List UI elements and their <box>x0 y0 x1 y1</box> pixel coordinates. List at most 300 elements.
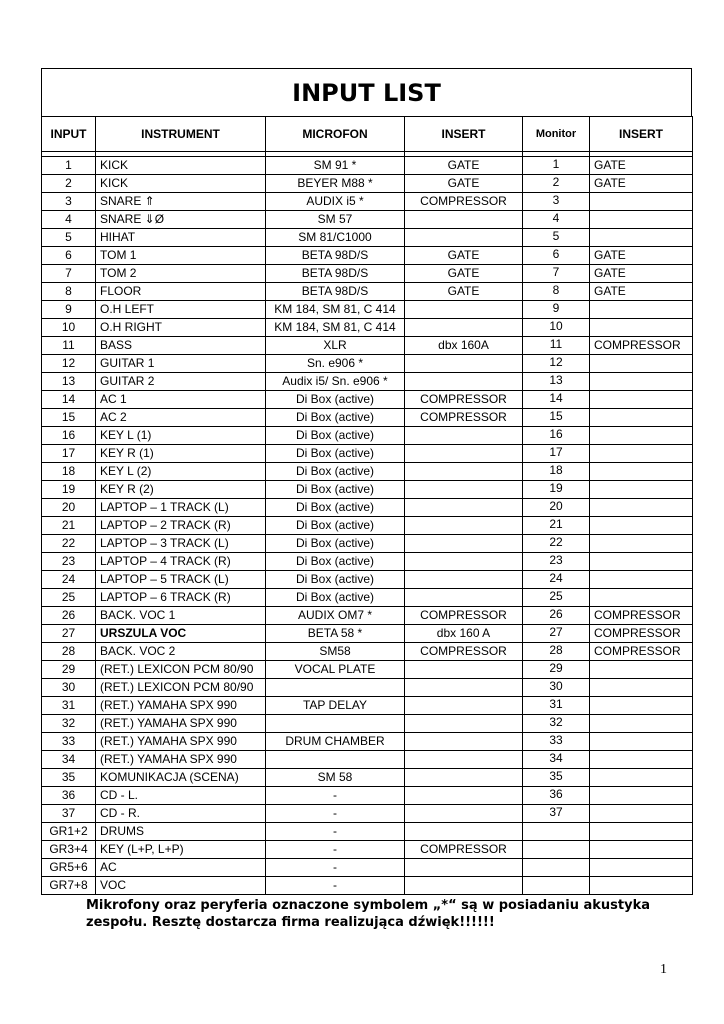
cell-insert: dbx 160A <box>405 337 523 355</box>
table-row <box>42 229 693 247</box>
table-row <box>42 175 693 193</box>
cell-microfon: - <box>266 823 405 841</box>
cell-instrument: LAPTOP – 5 TRACK (L) <box>96 571 266 589</box>
input-list-sheet <box>41 68 692 895</box>
cell-microfon: DRUM CHAMBER <box>266 733 405 751</box>
table-row <box>42 409 693 427</box>
table-row <box>42 373 693 391</box>
cell-insert <box>405 877 523 895</box>
cell-input: 9 <box>42 301 96 319</box>
cell-instrument: LAPTOP – 2 TRACK (R) <box>96 517 266 535</box>
cell-monitor-insert <box>590 481 693 499</box>
cell-instrument: (RET.) YAMAHA SPX 990 <box>96 697 266 715</box>
cell-instrument: KEY R (2) <box>96 481 266 499</box>
cell-input: 26 <box>42 607 96 625</box>
cell-instrument: (RET.) LEXICON PCM 80/90 <box>96 661 266 679</box>
cell-monitor: 33 <box>523 733 590 751</box>
page-title: INPUT LIST <box>292 78 441 107</box>
cell-insert <box>405 517 523 535</box>
cell-monitor-insert <box>590 499 693 517</box>
cell-microfon: Di Box (active) <box>266 427 405 445</box>
title-box <box>41 68 692 116</box>
cell-instrument: KEY (L+P, L+P) <box>96 841 266 859</box>
table-row <box>42 661 693 679</box>
cell-input: GR5+6 <box>42 859 96 877</box>
cell-insert <box>405 319 523 337</box>
table-row <box>42 517 693 535</box>
cell-insert <box>405 481 523 499</box>
cell-monitor: 35 <box>523 769 590 787</box>
cell-insert <box>405 769 523 787</box>
cell-input: 19 <box>42 481 96 499</box>
cell-microfon: BETA 98D/S <box>266 283 405 301</box>
cell-monitor: 25 <box>523 589 590 607</box>
table-row <box>42 589 693 607</box>
page-number: 1 <box>660 962 667 977</box>
cell-input: 17 <box>42 445 96 463</box>
cell-insert <box>405 661 523 679</box>
cell-microfon: - <box>266 877 405 895</box>
cell-monitor: 14 <box>523 391 590 409</box>
cell-input: 11 <box>42 337 96 355</box>
cell-microfon: BETA 98D/S <box>266 247 405 265</box>
cell-monitor: 8 <box>523 283 590 301</box>
cell-instrument: KOMUNIKACJA (SCENA) <box>96 769 266 787</box>
cell-input: GR1+2 <box>42 823 96 841</box>
cell-input: 20 <box>42 499 96 517</box>
cell-monitor: 11 <box>523 337 590 355</box>
cell-input: 27 <box>42 625 96 643</box>
cell-microfon: - <box>266 841 405 859</box>
cell-instrument: CD - L. <box>96 787 266 805</box>
cell-insert <box>405 355 523 373</box>
table-row <box>42 787 693 805</box>
cell-monitor-insert: GATE <box>590 265 693 283</box>
cell-monitor-insert: GATE <box>590 175 693 193</box>
cell-instrument: GUITAR 2 <box>96 373 266 391</box>
table-row <box>42 535 693 553</box>
cell-monitor-insert <box>590 517 693 535</box>
table-row <box>42 211 693 229</box>
cell-insert: COMPRESSOR <box>405 841 523 859</box>
cell-microfon: SM58 <box>266 643 405 661</box>
cell-monitor: 7 <box>523 265 590 283</box>
table-row <box>42 445 693 463</box>
cell-monitor-insert <box>590 409 693 427</box>
table-row <box>42 337 693 355</box>
table-row <box>42 769 693 787</box>
cell-monitor: 17 <box>523 445 590 463</box>
cell-monitor-insert <box>590 391 693 409</box>
cell-monitor-insert <box>590 787 693 805</box>
cell-microfon: Di Box (active) <box>266 409 405 427</box>
cell-monitor: 15 <box>523 409 590 427</box>
cell-microfon: Di Box (active) <box>266 463 405 481</box>
cell-instrument: FLOOR <box>96 283 266 301</box>
cell-monitor-insert <box>590 571 693 589</box>
cell-monitor: 12 <box>523 355 590 373</box>
cell-instrument: O.H LEFT <box>96 301 266 319</box>
cell-microfon: BEYER M88 * <box>266 175 405 193</box>
cell-input: 32 <box>42 715 96 733</box>
cell-microfon: Di Box (active) <box>266 553 405 571</box>
cell-insert <box>405 751 523 769</box>
cell-monitor-insert <box>590 697 693 715</box>
cell-instrument: AC <box>96 859 266 877</box>
cell-insert <box>405 373 523 391</box>
cell-insert: dbx 160 A <box>405 625 523 643</box>
cell-monitor: 37 <box>523 805 590 823</box>
cell-insert <box>405 499 523 517</box>
cell-instrument: KEY L (1) <box>96 427 266 445</box>
table-row <box>42 877 693 895</box>
cell-instrument: KICK <box>96 157 266 175</box>
cell-microfon: Audix i5/ Sn. e906 * <box>266 373 405 391</box>
cell-insert <box>405 715 523 733</box>
cell-input: 7 <box>42 265 96 283</box>
cell-monitor <box>523 877 590 895</box>
cell-input: 6 <box>42 247 96 265</box>
cell-monitor: 5 <box>523 229 590 247</box>
cell-microfon: BETA 98D/S <box>266 265 405 283</box>
cell-monitor-insert <box>590 769 693 787</box>
cell-input: 3 <box>42 193 96 211</box>
cell-insert <box>405 859 523 877</box>
cell-insert <box>405 787 523 805</box>
cell-monitor-insert <box>590 859 693 877</box>
cell-input: 5 <box>42 229 96 247</box>
cell-instrument: TOM 2 <box>96 265 266 283</box>
cell-microfon: Di Box (active) <box>266 517 405 535</box>
cell-input: 25 <box>42 589 96 607</box>
cell-monitor-insert: COMPRESSOR <box>590 607 693 625</box>
table-row <box>42 805 693 823</box>
cell-microfon: KM 184, SM 81, C 414 <box>266 301 405 319</box>
cell-monitor: 24 <box>523 571 590 589</box>
table-row <box>42 319 693 337</box>
cell-monitor: 28 <box>523 643 590 661</box>
table-row <box>42 283 693 301</box>
cell-monitor-insert: GATE <box>590 247 693 265</box>
cell-monitor: 10 <box>523 319 590 337</box>
cell-monitor-insert: COMPRESSOR <box>590 643 693 661</box>
cell-instrument: (RET.) YAMAHA SPX 990 <box>96 715 266 733</box>
cell-insert: COMPRESSOR <box>405 643 523 661</box>
cell-input: 2 <box>42 175 96 193</box>
cell-instrument: CD - R. <box>96 805 266 823</box>
input-list-table <box>41 116 693 895</box>
cell-monitor-insert <box>590 877 693 895</box>
cell-input: 22 <box>42 535 96 553</box>
cell-input: 30 <box>42 679 96 697</box>
cell-instrument: SNARE ⇑ <box>96 193 266 211</box>
cell-insert <box>405 679 523 697</box>
cell-insert <box>405 589 523 607</box>
cell-instrument: VOC <box>96 877 266 895</box>
cell-monitor-insert <box>590 553 693 571</box>
cell-monitor <box>523 841 590 859</box>
cell-instrument: GUITAR 1 <box>96 355 266 373</box>
cell-monitor: 36 <box>523 787 590 805</box>
cell-instrument: URSZULA VOC <box>96 625 266 643</box>
table-row <box>42 697 693 715</box>
cell-input: 12 <box>42 355 96 373</box>
cell-monitor-insert <box>590 751 693 769</box>
cell-input: 21 <box>42 517 96 535</box>
cell-microfon: Di Box (active) <box>266 445 405 463</box>
cell-monitor-insert <box>590 535 693 553</box>
cell-microfon: SM 81/C1000 <box>266 229 405 247</box>
cell-insert: COMPRESSOR <box>405 193 523 211</box>
table-row <box>42 841 693 859</box>
cell-microfon: KM 184, SM 81, C 414 <box>266 319 405 337</box>
cell-monitor: 2 <box>523 175 590 193</box>
cell-microfon <box>266 679 405 697</box>
cell-microfon: Di Box (active) <box>266 481 405 499</box>
cell-insert <box>405 553 523 571</box>
header-monitor: Monitor <box>523 117 590 152</box>
table-row <box>42 247 693 265</box>
cell-monitor: 22 <box>523 535 590 553</box>
cell-instrument: TOM 1 <box>96 247 266 265</box>
cell-monitor: 27 <box>523 625 590 643</box>
cell-input: 29 <box>42 661 96 679</box>
cell-instrument: (RET.) YAMAHA SPX 990 <box>96 733 266 751</box>
cell-insert <box>405 229 523 247</box>
cell-insert <box>405 301 523 319</box>
table-row <box>42 751 693 769</box>
cell-input: GR3+4 <box>42 841 96 859</box>
cell-input: 14 <box>42 391 96 409</box>
cell-input: 24 <box>42 571 96 589</box>
cell-microfon: - <box>266 805 405 823</box>
cell-monitor-insert <box>590 823 693 841</box>
cell-microfon: Sn. e906 * <box>266 355 405 373</box>
cell-input: 13 <box>42 373 96 391</box>
cell-microfon: XLR <box>266 337 405 355</box>
cell-instrument: LAPTOP – 6 TRACK (R) <box>96 589 266 607</box>
header-monitor-insert: INSERT <box>590 117 693 152</box>
cell-monitor: 21 <box>523 517 590 535</box>
cell-microfon: - <box>266 859 405 877</box>
cell-instrument: SNARE ⇓Ø <box>96 211 266 229</box>
table-row <box>42 859 693 877</box>
cell-monitor-insert <box>590 805 693 823</box>
cell-monitor-insert <box>590 733 693 751</box>
cell-monitor <box>523 823 590 841</box>
table-row <box>42 391 693 409</box>
cell-monitor-insert <box>590 679 693 697</box>
cell-input: GR7+8 <box>42 877 96 895</box>
cell-monitor-insert <box>590 229 693 247</box>
cell-monitor: 34 <box>523 751 590 769</box>
footer-note: Mikrofony oraz peryferia oznaczone symbolem „*“ są w posiadaniu akustyka zespołu. Resztę dostarcza firma realizująca dźwięk!!!!!! <box>86 898 651 930</box>
table-row <box>42 607 693 625</box>
cell-microfon: Di Box (active) <box>266 535 405 553</box>
cell-monitor: 20 <box>523 499 590 517</box>
header-input: INPUT <box>42 117 96 152</box>
table-row <box>42 157 693 175</box>
cell-monitor: 18 <box>523 463 590 481</box>
cell-input: 8 <box>42 283 96 301</box>
cell-insert <box>405 697 523 715</box>
cell-microfon: AUDIX i5 * <box>266 193 405 211</box>
cell-monitor: 1 <box>523 157 590 175</box>
header-insert: INSERT <box>405 117 523 152</box>
cell-input: 16 <box>42 427 96 445</box>
cell-insert: GATE <box>405 157 523 175</box>
cell-instrument: BASS <box>96 337 266 355</box>
cell-monitor-insert <box>590 301 693 319</box>
cell-monitor: 16 <box>523 427 590 445</box>
cell-monitor: 3 <box>523 193 590 211</box>
table-row <box>42 823 693 841</box>
cell-input: 33 <box>42 733 96 751</box>
table-row <box>42 481 693 499</box>
cell-insert: COMPRESSOR <box>405 391 523 409</box>
cell-monitor-insert: GATE <box>590 283 693 301</box>
cell-monitor: 30 <box>523 679 590 697</box>
cell-insert <box>405 823 523 841</box>
cell-input: 15 <box>42 409 96 427</box>
cell-instrument: AC 2 <box>96 409 266 427</box>
header-row <box>42 117 693 152</box>
cell-insert: GATE <box>405 265 523 283</box>
cell-input: 1 <box>42 157 96 175</box>
cell-microfon: SM 58 <box>266 769 405 787</box>
table-row <box>42 679 693 697</box>
cell-monitor-insert <box>590 373 693 391</box>
cell-input: 34 <box>42 751 96 769</box>
cell-insert <box>405 211 523 229</box>
cell-insert <box>405 571 523 589</box>
cell-insert <box>405 427 523 445</box>
cell-monitor: 29 <box>523 661 590 679</box>
table-row <box>42 301 693 319</box>
cell-microfon: - <box>266 787 405 805</box>
cell-instrument: KEY L (2) <box>96 463 266 481</box>
cell-input: 4 <box>42 211 96 229</box>
cell-insert <box>405 535 523 553</box>
cell-input: 10 <box>42 319 96 337</box>
cell-instrument: HIHAT <box>96 229 266 247</box>
cell-monitor: 31 <box>523 697 590 715</box>
table-row <box>42 265 693 283</box>
cell-monitor: 23 <box>523 553 590 571</box>
cell-instrument: BACK. VOC 1 <box>96 607 266 625</box>
cell-insert <box>405 733 523 751</box>
cell-microfon: SM 57 <box>266 211 405 229</box>
table-row <box>42 571 693 589</box>
cell-monitor: 32 <box>523 715 590 733</box>
cell-insert <box>405 445 523 463</box>
cell-input: 31 <box>42 697 96 715</box>
cell-microfon: AUDIX OM7 * <box>266 607 405 625</box>
table-row <box>42 427 693 445</box>
cell-microfon <box>266 751 405 769</box>
cell-monitor-insert <box>590 841 693 859</box>
cell-monitor-insert <box>590 193 693 211</box>
cell-microfon: Di Box (active) <box>266 571 405 589</box>
cell-monitor-insert <box>590 355 693 373</box>
cell-microfon: Di Box (active) <box>266 391 405 409</box>
cell-monitor-insert: COMPRESSOR <box>590 337 693 355</box>
cell-monitor-insert <box>590 427 693 445</box>
cell-input: 36 <box>42 787 96 805</box>
cell-monitor-insert <box>590 463 693 481</box>
cell-microfon: BETA 58 * <box>266 625 405 643</box>
cell-monitor-insert: COMPRESSOR <box>590 625 693 643</box>
cell-monitor: 6 <box>523 247 590 265</box>
table-row <box>42 499 693 517</box>
cell-microfon: Di Box (active) <box>266 499 405 517</box>
cell-monitor-insert: GATE <box>590 157 693 175</box>
cell-instrument: (RET.) LEXICON PCM 80/90 <box>96 679 266 697</box>
cell-instrument: LAPTOP – 4 TRACK (R) <box>96 553 266 571</box>
table-row <box>42 193 693 211</box>
cell-microfon: VOCAL PLATE <box>266 661 405 679</box>
cell-insert: GATE <box>405 283 523 301</box>
cell-monitor-insert <box>590 319 693 337</box>
cell-instrument: AC 1 <box>96 391 266 409</box>
cell-instrument: BACK. VOC 2 <box>96 643 266 661</box>
cell-monitor: 13 <box>523 373 590 391</box>
table-row <box>42 715 693 733</box>
cell-monitor-insert <box>590 589 693 607</box>
cell-monitor: 26 <box>523 607 590 625</box>
cell-monitor-insert <box>590 715 693 733</box>
cell-input: 28 <box>42 643 96 661</box>
table-row <box>42 553 693 571</box>
cell-instrument: O.H RIGHT <box>96 319 266 337</box>
cell-monitor: 9 <box>523 301 590 319</box>
header-instrument: INSTRUMENT <box>96 117 266 152</box>
cell-monitor-insert <box>590 445 693 463</box>
cell-microfon: Di Box (active) <box>266 589 405 607</box>
cell-instrument: LAPTOP – 3 TRACK (L) <box>96 535 266 553</box>
cell-monitor: 4 <box>523 211 590 229</box>
cell-microfon: SM 91 * <box>266 157 405 175</box>
cell-insert: COMPRESSOR <box>405 607 523 625</box>
cell-input: 23 <box>42 553 96 571</box>
cell-microfon <box>266 715 405 733</box>
cell-monitor: 19 <box>523 481 590 499</box>
cell-instrument: KICK <box>96 175 266 193</box>
cell-insert: GATE <box>405 247 523 265</box>
cell-input: 37 <box>42 805 96 823</box>
table-row <box>42 355 693 373</box>
cell-insert <box>405 805 523 823</box>
cell-monitor <box>523 859 590 877</box>
cell-instrument: LAPTOP – 1 TRACK (L) <box>96 499 266 517</box>
cell-insert: GATE <box>405 175 523 193</box>
cell-instrument: KEY R (1) <box>96 445 266 463</box>
cell-instrument: DRUMS <box>96 823 266 841</box>
header-microfon: MICROFON <box>266 117 405 152</box>
cell-input: 35 <box>42 769 96 787</box>
table-row <box>42 733 693 751</box>
cell-instrument: (RET.) YAMAHA SPX 990 <box>96 751 266 769</box>
cell-monitor-insert <box>590 211 693 229</box>
table-row <box>42 625 693 643</box>
cell-insert: COMPRESSOR <box>405 409 523 427</box>
cell-microfon: TAP DELAY <box>266 697 405 715</box>
cell-input: 18 <box>42 463 96 481</box>
table-row <box>42 643 693 661</box>
cell-monitor-insert <box>590 661 693 679</box>
table-row <box>42 463 693 481</box>
cell-insert <box>405 463 523 481</box>
